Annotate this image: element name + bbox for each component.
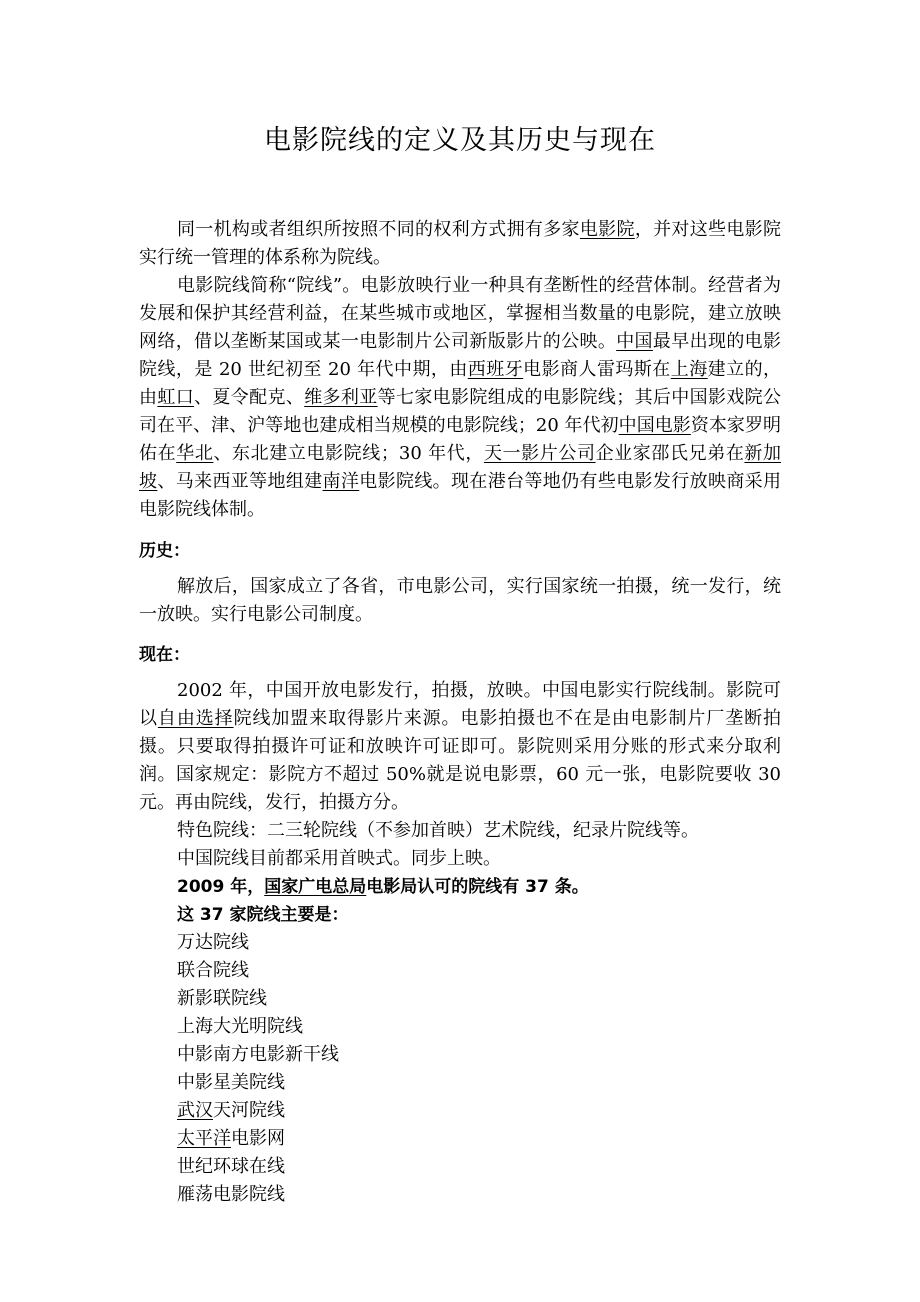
link-tianyi[interactable]: 天一影片公司 [483, 443, 596, 464]
link-wuhan[interactable]: 武汉 [177, 1100, 213, 1121]
link-nanyang[interactable]: 南洋 [322, 471, 360, 492]
link-free-choice[interactable]: 自由选择 [157, 708, 234, 729]
text-run: 建立的，由 [139, 359, 782, 408]
text-run: 同一机构或者组织所按照不同的权利方式拥有多家 [177, 219, 580, 240]
list-item [139, 1153, 781, 1181]
list-item [139, 1041, 781, 1069]
text-run: 资本家罗明佑在 [139, 415, 782, 464]
text-run: 电影院线简称“院线”。电影放映行业一种具有垄断性的经营体制。经营者为发展和保护其经营利益，在某些城市或地区，掌握相当数量的电影院，建立放映网络，借以垄断某国或某一电影制片公司新版影片的公映。 [139, 275, 781, 352]
chain-name: 雁荡电影院线 [177, 1184, 285, 1205]
text-run: 、东北建立电影院线；30 年代， [213, 443, 484, 464]
link-shanghai[interactable]: 上海 [670, 359, 708, 380]
link-china[interactable]: 中国 [616, 331, 653, 352]
text-run: ，并对这些电影院实行统一管理的体系称为院线。 [139, 219, 781, 268]
list-item [139, 1013, 781, 1041]
main-chains-intro: 这 37 家院线主要是： [177, 905, 349, 925]
history-heading: 历史： [139, 541, 190, 561]
history-paragraph: 解放后，国家成立了各省，市电影公司，实行国家统一拍摄，统一发行，统一放映。实行电影公司制度。 [139, 576, 781, 625]
text-run: 等七家电影院组成的电影院线；其后中国影戏院公司在平、津、沪等地也建成相当规模的电影院线；20 年代初 [139, 387, 782, 436]
document-body [139, 216, 781, 1209]
now-heading: 现在： [139, 645, 190, 665]
text-run: 电影局认可的院线有 37 条。 [366, 877, 589, 897]
list-item [139, 985, 781, 1013]
chain-name: 中影星美院线 [177, 1072, 285, 1093]
chain-name: 新影联院线 [177, 988, 267, 1009]
special-chains-line: 特色院线：二三轮院线（不参加首映）艺术院线，纪录片院线等。 [177, 820, 699, 841]
premiere-line: 中国院线目前都采用首映式。同步上映。 [177, 848, 501, 869]
link-hongkou[interactable]: 虹口 [157, 387, 195, 408]
chain-name: 联合院线 [177, 960, 249, 981]
list-item [139, 1181, 781, 1209]
chain-name: 天河院线 [213, 1100, 285, 1121]
chain-name: 电影网 [231, 1128, 285, 1149]
link-pacific[interactable]: 太平洋 [177, 1128, 231, 1149]
text-run: 2009 年， [177, 877, 265, 897]
text-run: 最早出现的电影院线，是 20 世纪初至 20 年代中期，由 [139, 331, 782, 380]
link-singapore[interactable]: 新加坡 [139, 443, 782, 492]
chain-name: 世纪环球在线 [177, 1156, 285, 1177]
intro-paragraph-1 [139, 216, 781, 272]
chain-name: 中影南方电影新干线 [177, 1044, 339, 1065]
list-item [139, 1097, 781, 1125]
list-item [139, 929, 781, 957]
page-title: 电影院线的定义及其历史与现在 [264, 125, 656, 156]
link-spain[interactable]: 西班牙 [467, 359, 524, 380]
list-item [139, 1125, 781, 1153]
text-run: 企业家邵氏兄弟在 [595, 443, 745, 464]
link-china-film[interactable]: 中国电影 [618, 415, 691, 436]
link-huabei[interactable]: 华北 [176, 443, 214, 464]
intro-paragraph-2 [139, 272, 781, 524]
text-run: 2002 年，中国开放电影发行，拍摄，放映。中国电影实行院线制。影院可以 [139, 680, 781, 729]
chain-name: 上海大光明院线 [177, 1016, 303, 1037]
link-victoria[interactable]: 维多利亚 [304, 387, 378, 408]
chain-name: 万达院线 [177, 932, 249, 953]
list-item [139, 1069, 781, 1097]
now-paragraph-1 [139, 677, 781, 817]
text-run: 电影院线。现在港台等地仍有些电影发行放映商采用电影院线体制。 [139, 471, 782, 520]
chain-list [139, 929, 781, 1209]
text-run: 电影商人雷玛斯在 [523, 359, 671, 380]
link-sarft[interactable]: 国家广电总局 [264, 877, 367, 897]
link-cinema[interactable]: 电影院 [579, 219, 635, 240]
text-run: 、夏令配克、 [194, 387, 305, 408]
approved-chains-line [139, 873, 781, 901]
text-run: 院线加盟来取得影片来源。电影拍摄也不在是由电影制片厂垄断拍摄。只要取得拍摄许可证和放映许可证即可。影院则采用分账的形式来分取利润。国家规定：影院方不超过 50%就是说电影票，60 元一张，电影院要收 30 元。再由院线，发行，拍摄方分。 [139, 708, 782, 813]
list-item [139, 957, 781, 985]
text-run: 、马来西亚等地组建 [157, 471, 323, 492]
